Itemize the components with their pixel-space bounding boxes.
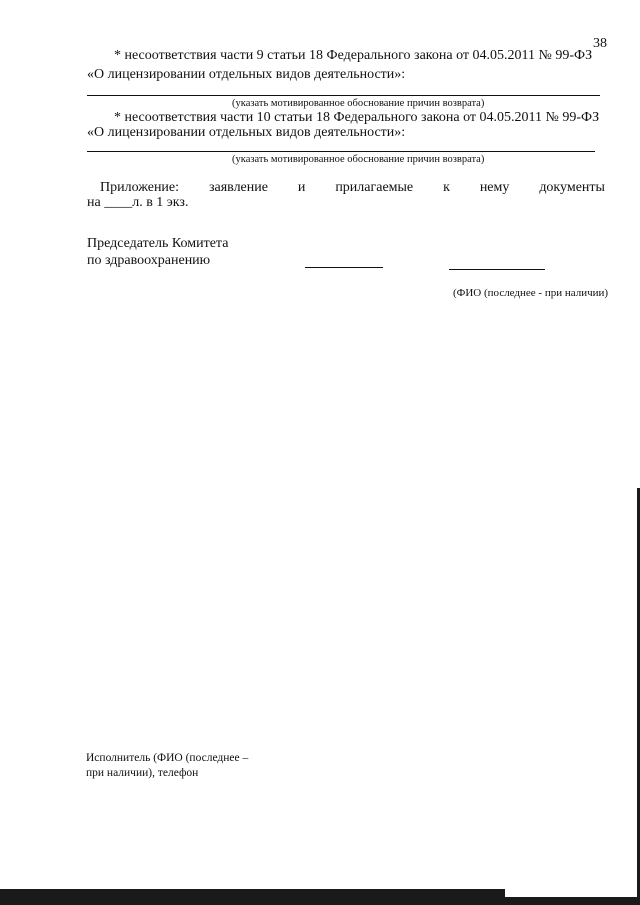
attachment-word: и xyxy=(297,180,306,195)
attachment-word: прилагаемые xyxy=(335,180,414,195)
reason-item-1-line-1: * несоответствия части 9 статьи 18 Федерального закона от 04.05.2011 № 99-ФЗ xyxy=(114,48,593,63)
reason-item-1-line-2: «О лицензировании отдельных видов деятельности»: xyxy=(87,67,406,82)
executor-line-2: при наличии), телефон xyxy=(86,767,199,779)
reason-item-1-caption: (указать мотивированное обоснование причин возврата) xyxy=(232,98,485,109)
attachment-word: документы xyxy=(539,180,605,195)
attachment-word: Приложение: xyxy=(100,180,180,195)
attachment-word: к xyxy=(443,180,450,195)
reason-item-1-blank-line xyxy=(87,95,600,96)
signatory-title-line-1: Председатель Комитета xyxy=(87,236,229,251)
attachment-word: нему xyxy=(479,180,510,195)
fio-caption: (ФИО (последнее - при наличии) xyxy=(453,287,609,299)
page-number: 38 xyxy=(593,36,607,51)
fio-blank-line xyxy=(449,269,545,270)
reason-item-2-line-2: «О лицензировании отдельных видов деятельности»: xyxy=(87,125,406,140)
scan-edge-bottom-inner xyxy=(0,889,505,897)
scan-edge-bottom xyxy=(0,897,640,905)
reason-item-2-caption: (указать мотивированное обоснование причин возврата) xyxy=(232,154,485,165)
attachment-line-2: на ____л. в 1 экз. xyxy=(87,195,189,210)
signature-blank-line xyxy=(305,267,383,268)
signatory-title-line-2: по здравоохранению xyxy=(87,253,211,268)
executor-line-1: Исполнитель (ФИО (последнее – xyxy=(86,752,249,764)
attachment-word: заявление xyxy=(208,180,268,195)
reason-item-2-line-1: * несоответствия части 10 статьи 18 Федерального закона от 04.05.2011 № 99-ФЗ xyxy=(114,110,600,125)
attachment-line-1 xyxy=(100,180,605,196)
reason-item-2-blank-line xyxy=(87,151,595,152)
